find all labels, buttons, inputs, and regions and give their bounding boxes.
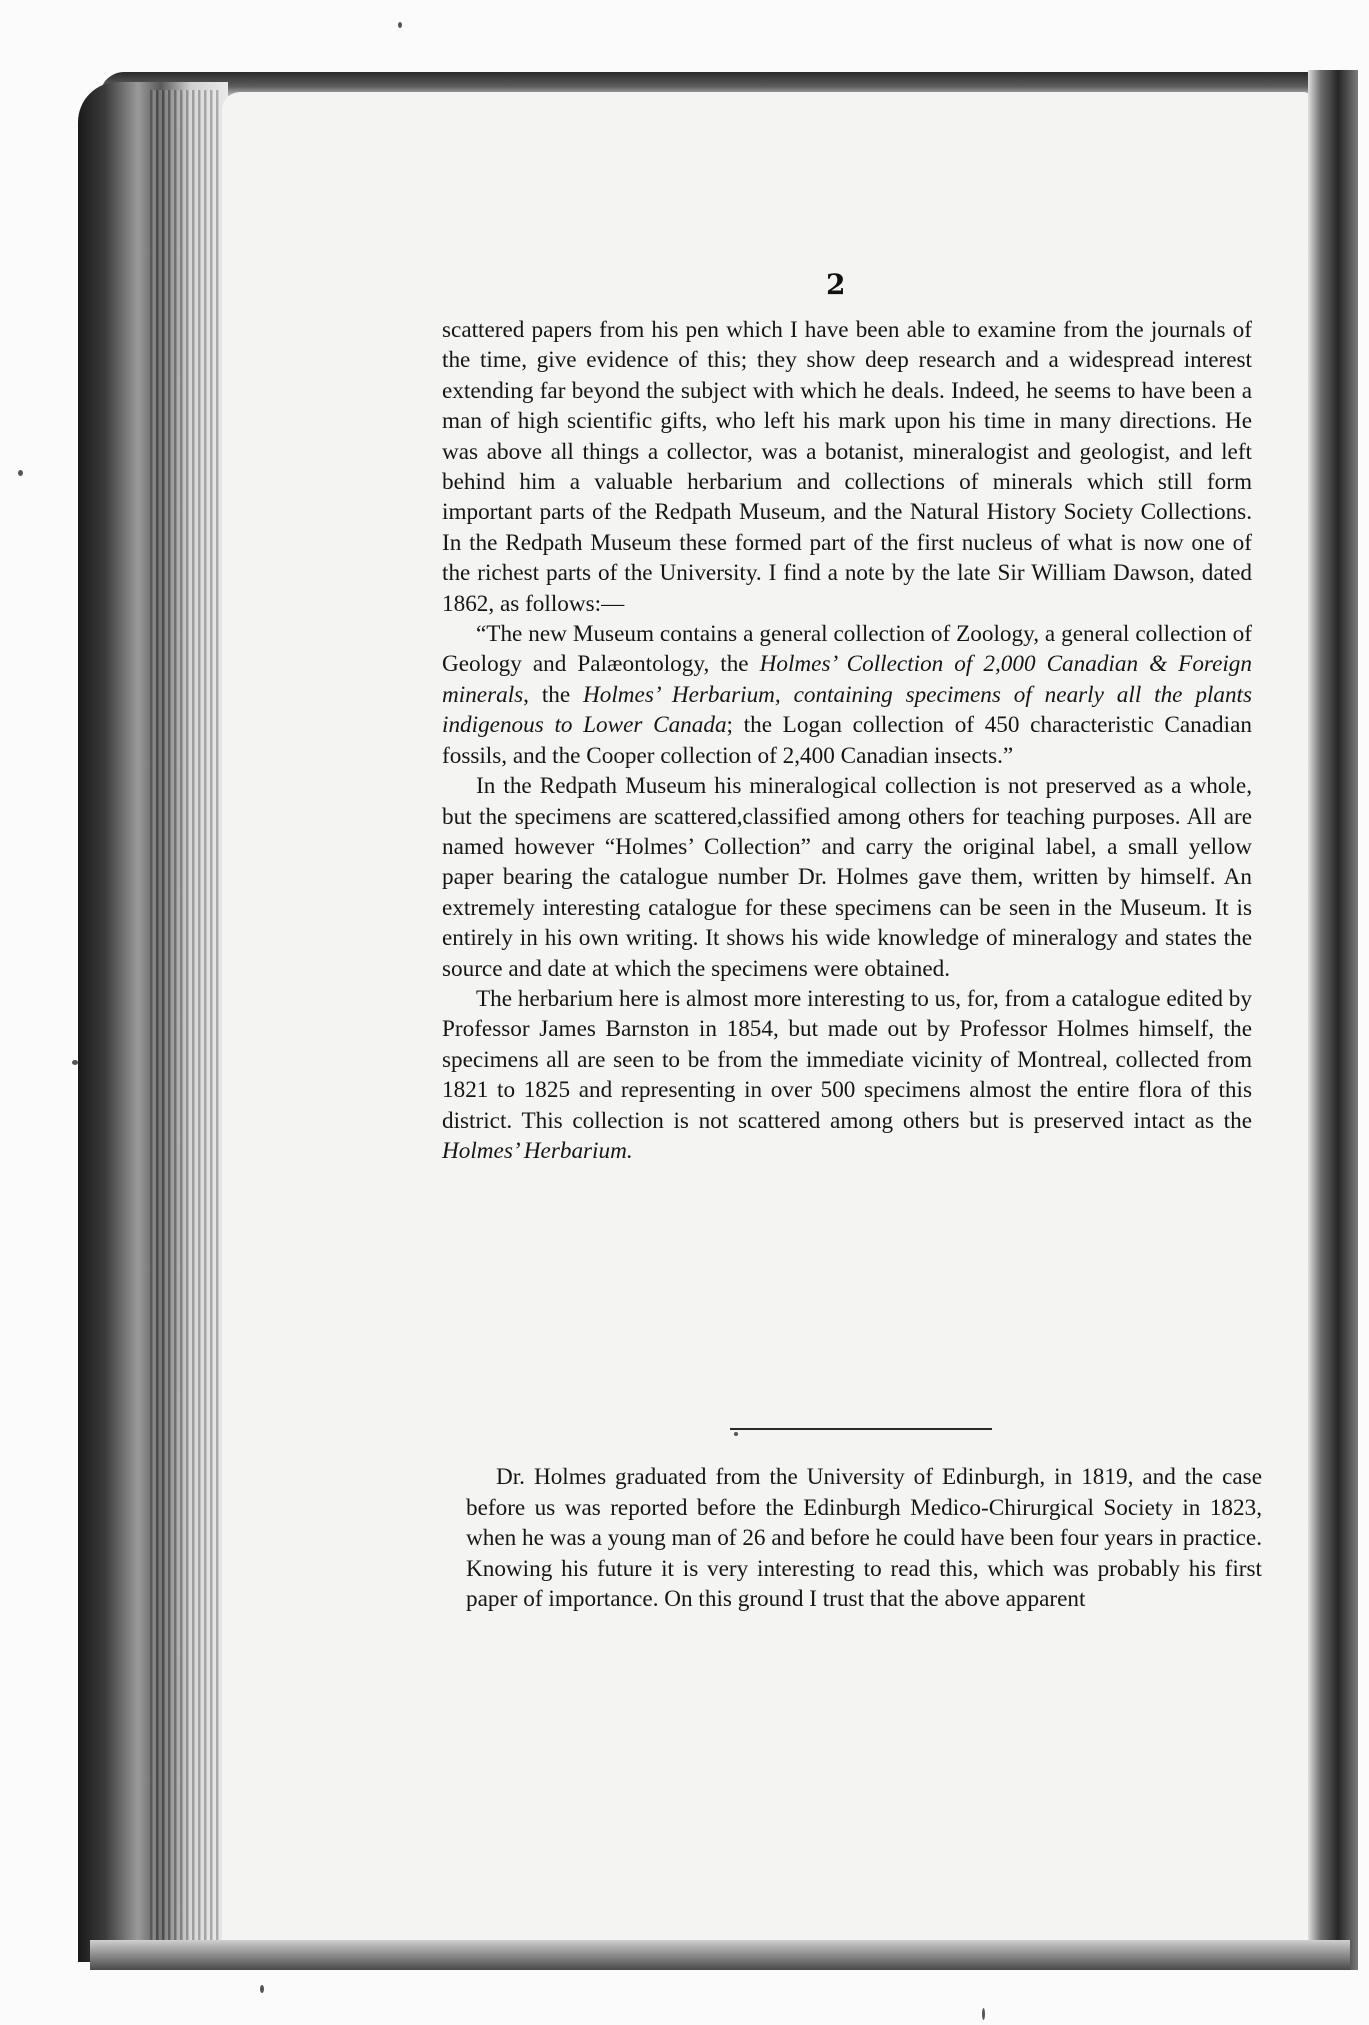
section-divider xyxy=(730,1428,992,1430)
body-paragraph xyxy=(442,315,1252,619)
body-paragraph xyxy=(442,771,1252,984)
body-paragraph xyxy=(442,984,1252,1166)
text-run: “The new Museum contains a general collection of Zoology, a general collection of Geology and Palæontology, the xyxy=(442,621,1252,678)
italic-text: Holmes’ Herbarium. xyxy=(442,1137,633,1164)
scan-speck xyxy=(260,1985,264,1993)
page-edges-shadow xyxy=(150,90,220,1950)
text-run: The herbarium here is almost more interesting to us, for, from a catalogue edited by Professor James Barnston in 1854, but made out by Professor Holmes himself, the specimens all are seen to be from the immediate vicinity of Montreal, collected from 1821 to 1825 and representing in over 500 specimens almost the entire flora of this district. This collection is not scattered among others but is preserved intact as the xyxy=(442,985,1252,1134)
scan-speck xyxy=(72,1060,78,1065)
footnote-paragraph: Dr. Holmes graduated from the University of Edinburgh, in 1819, and the case before us was reported before the Edinburgh Medico-Chirurgical Society in 1823, when he was a young man of 26 and before he could have been four years in practice. Knowing his future it is very interesting to read this, which was probably his first paper of importance. On this ground I trust that the above apparent xyxy=(466,1464,1262,1613)
footnote-text xyxy=(466,1462,1262,1615)
scan-speck xyxy=(734,1432,738,1436)
text-run: , the xyxy=(523,681,584,708)
text-run: In the Redpath Museum his mineralogical collection is not preserved as a whole, but the specimens are scattered,classified among others for teaching purposes. All are named however “Holmes’ Collection” and carry the original label, a small yellow paper bearing the catalogue number Dr. Holmes gave them, written by himself. An extremely interesting catalogue for these specimens can be seen in the Museum. It is entirely in his own writing. It shows his wide knowledge of mineralogy and states the source and date at which the specimens were obtained. xyxy=(442,773,1252,982)
scan-speck xyxy=(18,470,23,476)
scan-speck xyxy=(398,22,402,28)
body-text xyxy=(442,315,1252,1166)
scan-speck xyxy=(982,2008,985,2020)
text-run: scattered papers from his pen which I have been able to examine from the journals of the time, give evidence of this; they show deep research and a widespread interest extending far beyond the subject with which he deals. Indeed, he seems to have been a man of high scientific gifts, who left his mark upon his time in many directions. He was above all things a collector, was a botanist, mineralogist and geologist, and left behind him a valuable herbarium and collections of minerals which still form important parts of the Redpath Museum, and the Natural History Society Collections. In the Redpath Museum these formed part of the first nucleus of what is now one of the richest parts of the University. I find a note by the late Sir William Dawson, dated 1862, as follows:— xyxy=(442,317,1252,617)
text-run: ; the Logan collection of 450 characteristic Canadian fossils, and the Cooper collection of 2,400 Canadian insects.” xyxy=(442,712,1252,769)
page-number: 2 xyxy=(826,268,846,301)
body-paragraph xyxy=(442,619,1252,771)
italic-text: Holmes’ Herbarium, containing specimens of nearly all the plants indigenous to Lower Canada xyxy=(442,681,1253,739)
book-right-edge xyxy=(1308,70,1358,1970)
book-bottom-edge xyxy=(90,1940,1350,1970)
italic-text: Holmes’ Collection of 2,000 Canadian & Foreign minerals xyxy=(442,651,1252,708)
